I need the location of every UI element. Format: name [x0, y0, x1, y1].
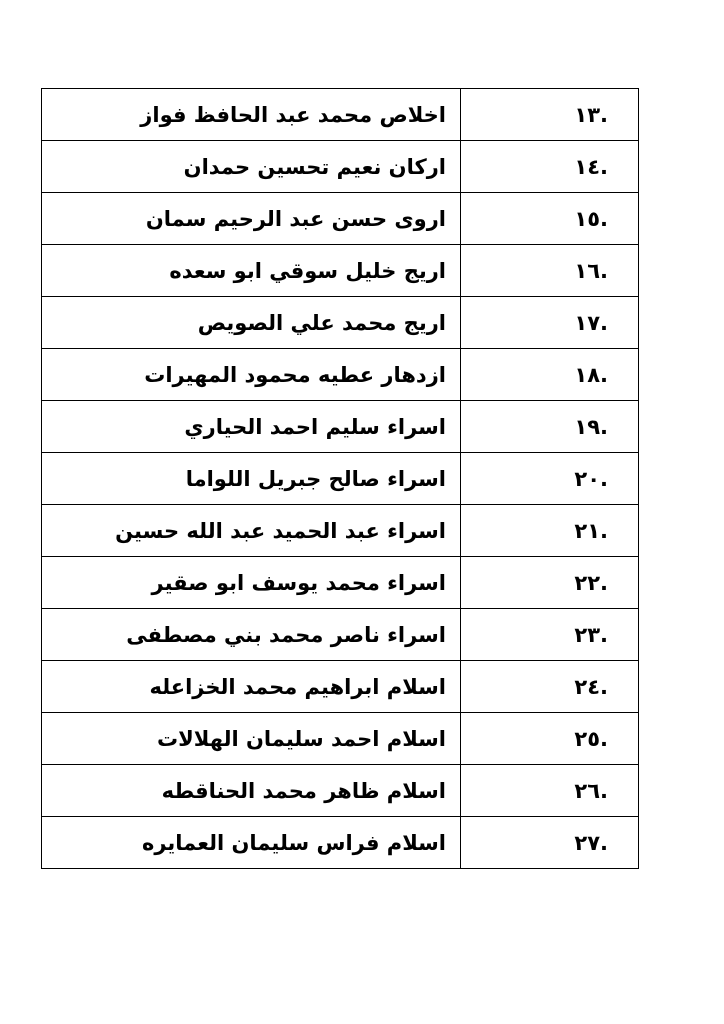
number-cell: .١٩	[461, 401, 639, 453]
name-cell: اريج خليل سوقي ابو سعده	[42, 245, 461, 297]
table-row	[42, 557, 639, 609]
names-table	[41, 88, 639, 869]
number-cell: .١٣	[461, 89, 639, 141]
table-row	[42, 453, 639, 505]
number-cell: .١٧	[461, 297, 639, 349]
table-row	[42, 765, 639, 817]
table-row	[42, 89, 639, 141]
name-cell: اسراء صالح جبريل اللواما	[42, 453, 461, 505]
number-cell: .٢٧	[461, 817, 639, 869]
table-row	[42, 505, 639, 557]
number-cell: .٢٣	[461, 609, 639, 661]
number-cell: .١٦	[461, 245, 639, 297]
number-cell: .٢٥	[461, 713, 639, 765]
number-cell: .٢٤	[461, 661, 639, 713]
name-cell: اركان نعيم تحسين حمدان	[42, 141, 461, 193]
number-cell: .١٤	[461, 141, 639, 193]
name-cell: اريج محمد علي الصويص	[42, 297, 461, 349]
name-cell: اروى حسن عبد الرحيم سمان	[42, 193, 461, 245]
name-cell: اسراء عبد الحميد عبد الله حسين	[42, 505, 461, 557]
name-cell: اسلام احمد سليمان الهلالات	[42, 713, 461, 765]
table-row	[42, 141, 639, 193]
table-row	[42, 713, 639, 765]
name-cell: اسلام فراس سليمان العمايره	[42, 817, 461, 869]
table-row	[42, 661, 639, 713]
number-cell: .٢٠	[461, 453, 639, 505]
number-cell: .٢٦	[461, 765, 639, 817]
name-cell: اسلام ابراهيم محمد الخزاعله	[42, 661, 461, 713]
table-row	[42, 245, 639, 297]
name-cell: اخلاص محمد عبد الحافظ فواز	[42, 89, 461, 141]
name-cell: اسراء سليم احمد الحياري	[42, 401, 461, 453]
table-row	[42, 297, 639, 349]
table-row	[42, 401, 639, 453]
number-cell: .٢٢	[461, 557, 639, 609]
table-row	[42, 193, 639, 245]
table-row	[42, 349, 639, 401]
name-cell: اسراء محمد يوسف ابو صقير	[42, 557, 461, 609]
name-cell: اسراء ناصر محمد بني مصطفى	[42, 609, 461, 661]
table-row	[42, 609, 639, 661]
name-cell: اسلام ظاهر محمد الحناقطه	[42, 765, 461, 817]
number-cell: .٢١	[461, 505, 639, 557]
number-cell: .١٥	[461, 193, 639, 245]
table-row	[42, 817, 639, 869]
number-cell: .١٨	[461, 349, 639, 401]
names-table-body	[42, 89, 639, 869]
name-cell: ازدهار عطيه محمود المهيرات	[42, 349, 461, 401]
